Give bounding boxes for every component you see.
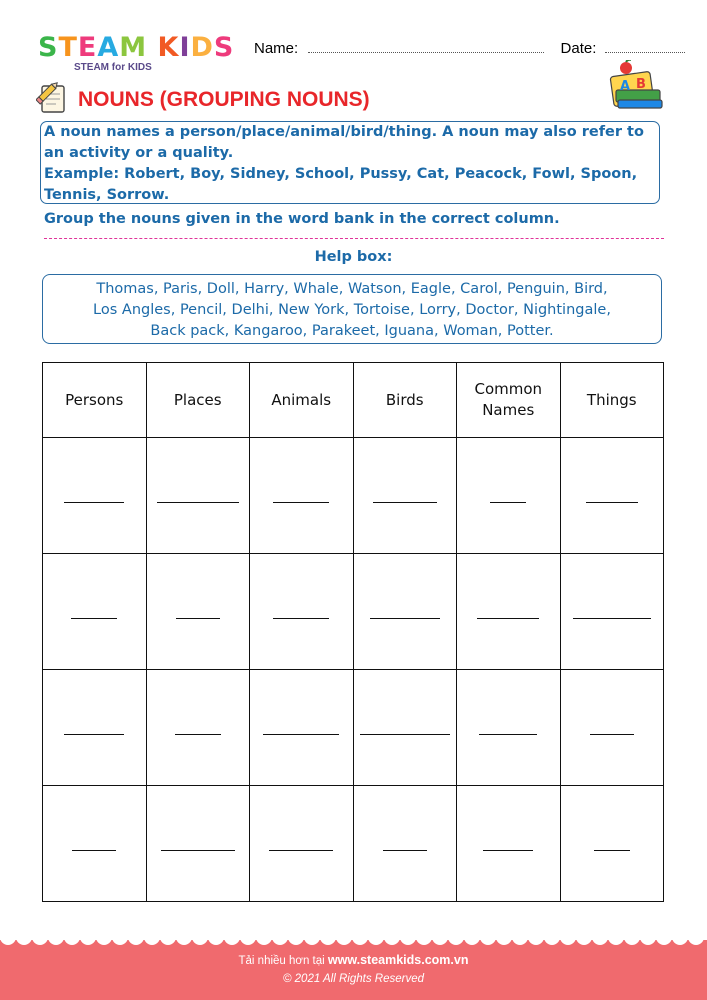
answer-cell[interactable]	[43, 786, 147, 902]
answer-cell[interactable]	[250, 670, 354, 786]
table-row	[43, 554, 664, 670]
logo-letter: E	[77, 32, 98, 63]
logo-wordmark	[38, 34, 238, 61]
scallop	[64, 940, 80, 945]
logo-letter: S	[38, 32, 59, 63]
title-row	[36, 77, 676, 118]
answer-cell[interactable]	[353, 786, 457, 902]
scallop	[96, 940, 112, 945]
scallop	[688, 940, 704, 945]
answer-blank	[479, 734, 537, 735]
column-header-animals: Animals	[250, 363, 354, 438]
scallop	[528, 940, 544, 945]
scallop	[48, 940, 64, 945]
scallop	[560, 940, 576, 945]
footer-download-line	[0, 953, 707, 967]
scallop	[480, 940, 496, 945]
steam-kids-logo	[38, 34, 238, 73]
answer-cell[interactable]	[146, 438, 250, 554]
answer-cell[interactable]	[43, 554, 147, 670]
answer-blank	[71, 618, 117, 619]
answer-cell[interactable]	[250, 554, 354, 670]
scallop	[32, 940, 48, 945]
scallop	[464, 940, 480, 945]
svg-text:A: A	[620, 79, 631, 94]
scallop	[368, 940, 384, 945]
footer-bar	[0, 940, 707, 1000]
svg-text:B: B	[636, 77, 646, 92]
answer-cell[interactable]	[560, 786, 664, 902]
help-line: Back pack, Kangaroo, Parakeet, Iguana, Woman, Potter.	[150, 323, 554, 339]
answer-cell[interactable]	[457, 438, 561, 554]
answer-blank	[157, 502, 239, 503]
answer-blank	[72, 850, 116, 851]
answer-cell[interactable]	[250, 438, 354, 554]
date-label: Date:	[560, 40, 597, 57]
table-header-row	[43, 363, 664, 438]
footer-website-link[interactable]: www.steamkids.com.vn	[327, 953, 469, 967]
help-line: Los Angles, Pencil, Delhi, New York, Tortoise, Lorry, Doctor, Nightingale,	[93, 302, 611, 318]
logo-letter: A	[97, 32, 120, 63]
scallop	[640, 940, 656, 945]
scallop	[672, 940, 688, 945]
answer-cell[interactable]	[146, 670, 250, 786]
answer-cell[interactable]	[457, 786, 561, 902]
scallop	[512, 940, 528, 945]
answer-cell[interactable]	[43, 438, 147, 554]
logo-letter: K	[157, 32, 180, 63]
scallop	[352, 940, 368, 945]
answer-blank	[590, 734, 634, 735]
name-label: Name:	[254, 40, 299, 57]
column-header-places: Places	[146, 363, 250, 438]
answer-blank	[176, 618, 220, 619]
date-field[interactable]	[605, 40, 685, 53]
logo-letter: D	[190, 32, 214, 63]
scallop	[608, 940, 624, 945]
answer-cell[interactable]	[250, 786, 354, 902]
definition-box	[40, 121, 660, 204]
scallop	[112, 940, 128, 945]
page-title: NOUNS (GROUPING NOUNS)	[78, 88, 370, 111]
answer-blank	[586, 502, 638, 503]
answer-blank	[594, 850, 630, 851]
help-line: Thomas, Paris, Doll, Harry, Whale, Watson, Eagle, Carol, Penguin, Bird,	[96, 281, 608, 297]
scallop	[176, 940, 192, 945]
scallop	[256, 940, 272, 945]
answer-cell[interactable]	[560, 554, 664, 670]
answer-blank	[269, 850, 333, 851]
footer-copyright: © 2021 All Rights Reserved	[282, 973, 424, 985]
table-row	[43, 786, 664, 902]
scallop	[592, 940, 608, 945]
scallop	[144, 940, 160, 945]
answer-blank	[175, 734, 221, 735]
answer-blank	[360, 734, 450, 735]
dashed-divider	[44, 238, 664, 239]
table-row	[43, 438, 664, 554]
scallop	[400, 940, 416, 945]
scallop	[208, 940, 224, 945]
example-text: Example: Robert, Boy, Sidney, School, Pussy, Cat, Peacock, Fowl, Spoon, Tennis, Sorrow.	[44, 166, 638, 203]
answer-blank	[273, 618, 329, 619]
scallop	[160, 940, 176, 945]
scallop	[288, 940, 304, 945]
answer-cell[interactable]	[146, 554, 250, 670]
scallop	[656, 940, 672, 945]
answer-cell[interactable]	[353, 670, 457, 786]
help-box	[42, 274, 662, 344]
scallop	[16, 940, 32, 945]
answer-cell[interactable]	[353, 554, 457, 670]
column-header-things: Things	[560, 363, 664, 438]
answer-blank	[373, 502, 437, 503]
logo-letter	[147, 32, 157, 63]
answer-blank	[273, 502, 329, 503]
scallop	[496, 940, 512, 945]
logo-letter: T	[58, 32, 78, 63]
answer-cell[interactable]	[560, 438, 664, 554]
scallop	[240, 940, 256, 945]
answer-blank	[263, 734, 339, 735]
scallop	[0, 940, 16, 945]
footer-download-prefix: Tải nhiều hơn tại	[238, 955, 325, 967]
logo-tagline: STEAM for KIDS	[74, 62, 152, 73]
answer-blank	[490, 502, 526, 503]
scallop	[336, 940, 352, 945]
table-row	[43, 670, 664, 786]
answer-blank	[573, 618, 651, 619]
scallop	[304, 940, 320, 945]
answer-blank	[64, 502, 124, 503]
answer-blank	[161, 850, 235, 851]
answer-cell[interactable]	[353, 438, 457, 554]
scallop	[80, 940, 96, 945]
column-header-birds: Birds	[353, 363, 457, 438]
logo-letter: M	[119, 32, 148, 63]
scallop	[416, 940, 432, 945]
logo-letter: S	[213, 32, 235, 63]
answer-blank	[483, 850, 533, 851]
scallop	[384, 940, 400, 945]
scallop	[432, 940, 448, 945]
column-header-persons: Persons	[43, 363, 147, 438]
scallop	[624, 940, 640, 945]
scallop	[544, 940, 560, 945]
answer-cell[interactable]	[457, 670, 561, 786]
answer-blank	[477, 618, 539, 619]
name-date-row	[254, 40, 685, 57]
scallop	[192, 940, 208, 945]
answer-cell[interactable]	[560, 670, 664, 786]
answer-blank	[64, 734, 124, 735]
column-header-common-names: Common Names	[457, 363, 561, 438]
pencil-paper-icon	[36, 82, 70, 116]
answer-cell[interactable]	[457, 554, 561, 670]
definition-text: A noun names a person/place/animal/bird/thing. A noun may also refer to an activity or a quality.	[44, 124, 644, 161]
answer-cell[interactable]	[43, 670, 147, 786]
logo-letter: I	[179, 32, 191, 63]
abc-book-icon	[608, 60, 664, 112]
answer-cell[interactable]	[146, 786, 250, 902]
answer-blank	[370, 618, 440, 619]
answer-blank	[383, 850, 427, 851]
instruction-text: Group the nouns given in the word bank in the correct column.	[44, 211, 560, 227]
help-box-title: Help box:	[314, 249, 393, 265]
scallop-border	[0, 940, 707, 949]
name-field[interactable]	[308, 40, 544, 53]
scallop	[128, 940, 144, 945]
scallop	[272, 940, 288, 945]
scallop	[224, 940, 240, 945]
scallop	[320, 940, 336, 945]
grouping-table	[42, 362, 664, 902]
scallop	[576, 940, 592, 945]
scallop	[448, 940, 464, 945]
